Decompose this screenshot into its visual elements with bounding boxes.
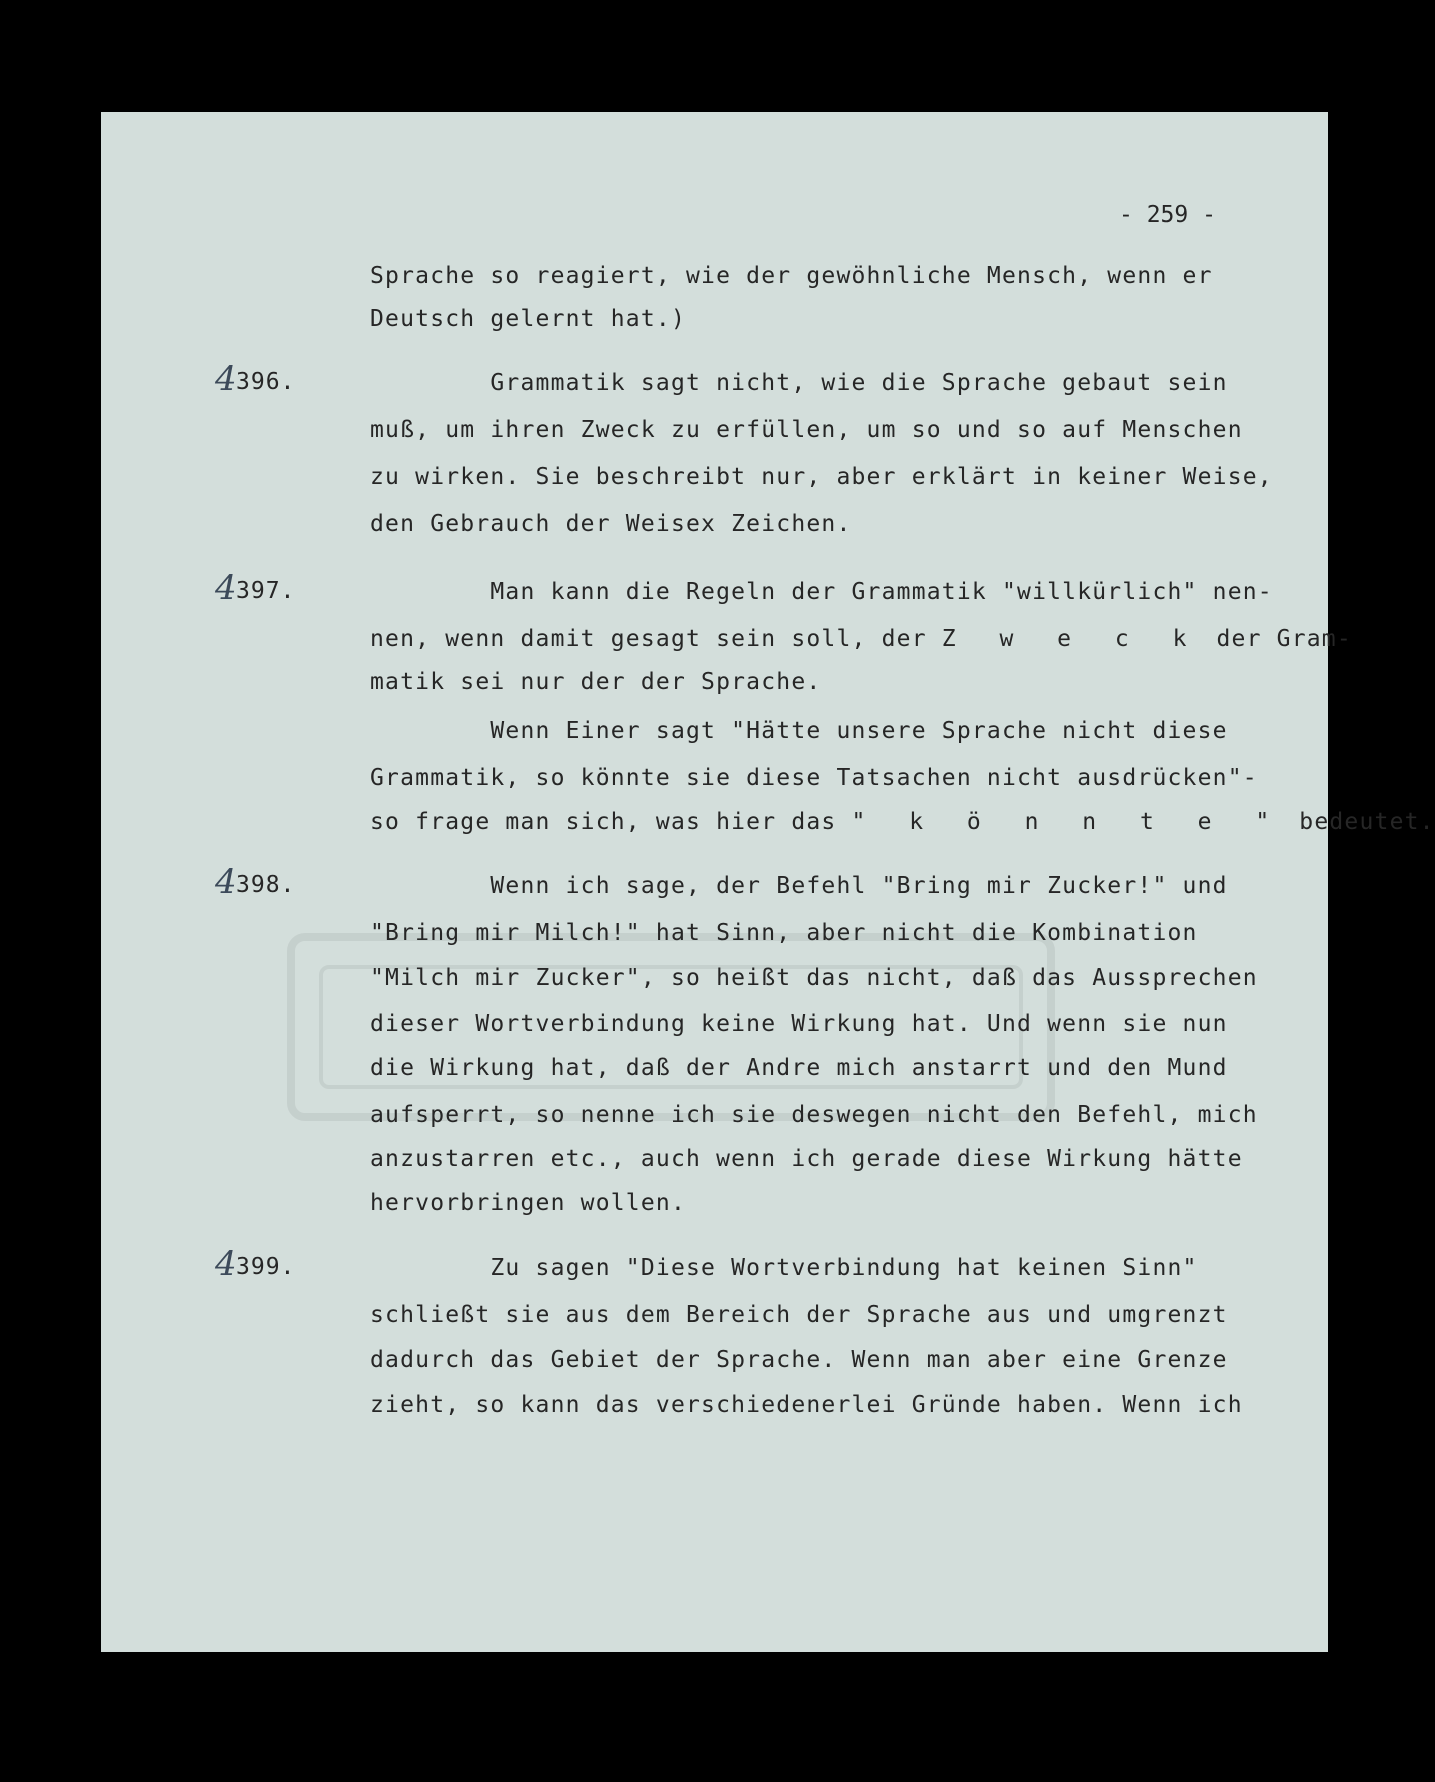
page-number: - 259 - bbox=[1119, 202, 1216, 228]
handwritten-number: 4 bbox=[215, 1244, 237, 1284]
text-line: Grammatik sagt nicht, wie die Sprache gebaut sein bbox=[370, 370, 1228, 396]
text-line: den Gebrauch der Weisex Zeichen. bbox=[370, 511, 852, 537]
handwritten-number: 4 bbox=[215, 568, 237, 608]
paragraph-number: 397. bbox=[236, 578, 296, 604]
text-line: anzustarren etc., auch wenn ich gerade diese Wirkung hätte bbox=[370, 1146, 1243, 1172]
text-line: Zu sagen "Diese Wortverbindung hat keinen Sinn" bbox=[370, 1255, 1198, 1281]
spaced-word: " k ö n n t e " bbox=[851, 809, 1285, 835]
text-line: dadurch das Gebiet der Sprache. Wenn man aber eine Grenze bbox=[370, 1347, 1228, 1373]
text-line: dieser Wortverbindung keine Wirkung hat. Und wenn sie nun bbox=[370, 1011, 1228, 1037]
document-page bbox=[101, 112, 1435, 1652]
text-line: Wenn ich sage, der Befehl "Bring mir Zucker!" und bbox=[370, 873, 1228, 899]
text-line: "Milch mir Zucker", so heißt das nicht, daß das Aussprechen bbox=[370, 965, 1258, 991]
text-line: nen, wenn damit gesagt sein soll, der Z w e c k der Gram- bbox=[370, 626, 1352, 652]
text-line: matik sei nur der der Sprache. bbox=[370, 669, 822, 695]
handwritten-number: 4 bbox=[215, 862, 237, 902]
text-line: "Bring mir Milch!" hat Sinn, aber nicht die Kombination bbox=[370, 920, 1198, 946]
text-line: hervorbringen wollen. bbox=[370, 1190, 686, 1216]
text-line: so frage man sich, was hier das " k ö n n t e " bedeutet. bbox=[370, 809, 1435, 835]
paragraph-number: 396. bbox=[236, 369, 296, 395]
text-line: die Wirkung hat, daß der Andre mich anstarrt und den Mund bbox=[370, 1055, 1228, 1081]
text-line: Wenn Einer sagt "Hätte unsere Sprache nicht diese bbox=[370, 718, 1228, 744]
text-line: Man kann die Regeln der Grammatik "willkürlich" nen- bbox=[370, 579, 1273, 605]
paragraph-number: 399. bbox=[236, 1254, 296, 1280]
spaced-word: Z w e c k bbox=[941, 626, 1202, 652]
text-line: schließt sie aus dem Bereich der Sprache aus und umgrenzt bbox=[370, 1302, 1228, 1328]
text-line: aufsperrt, so nenne ich sie deswegen nicht den Befehl, mich bbox=[370, 1102, 1258, 1128]
text-line: muß, um ihren Zweck zu erfüllen, um so und so auf Menschen bbox=[370, 417, 1243, 443]
text-line: zieht, so kann das verschiedenerlei Gründe haben. Wenn ich bbox=[370, 1392, 1243, 1418]
text-line: Grammatik, so könnte sie diese Tatsachen nicht ausdrücken"- bbox=[370, 765, 1258, 791]
paragraph-number: 398. bbox=[236, 872, 296, 898]
text-line: Sprache so reagiert, wie der gewöhnliche Mensch, wenn er bbox=[370, 263, 1213, 289]
handwritten-number: 4 bbox=[215, 359, 237, 399]
text-line: zu wirken. Sie beschreibt nur, aber erklärt in keiner Weise, bbox=[370, 464, 1273, 490]
text-line: Deutsch gelernt hat.) bbox=[370, 306, 686, 332]
